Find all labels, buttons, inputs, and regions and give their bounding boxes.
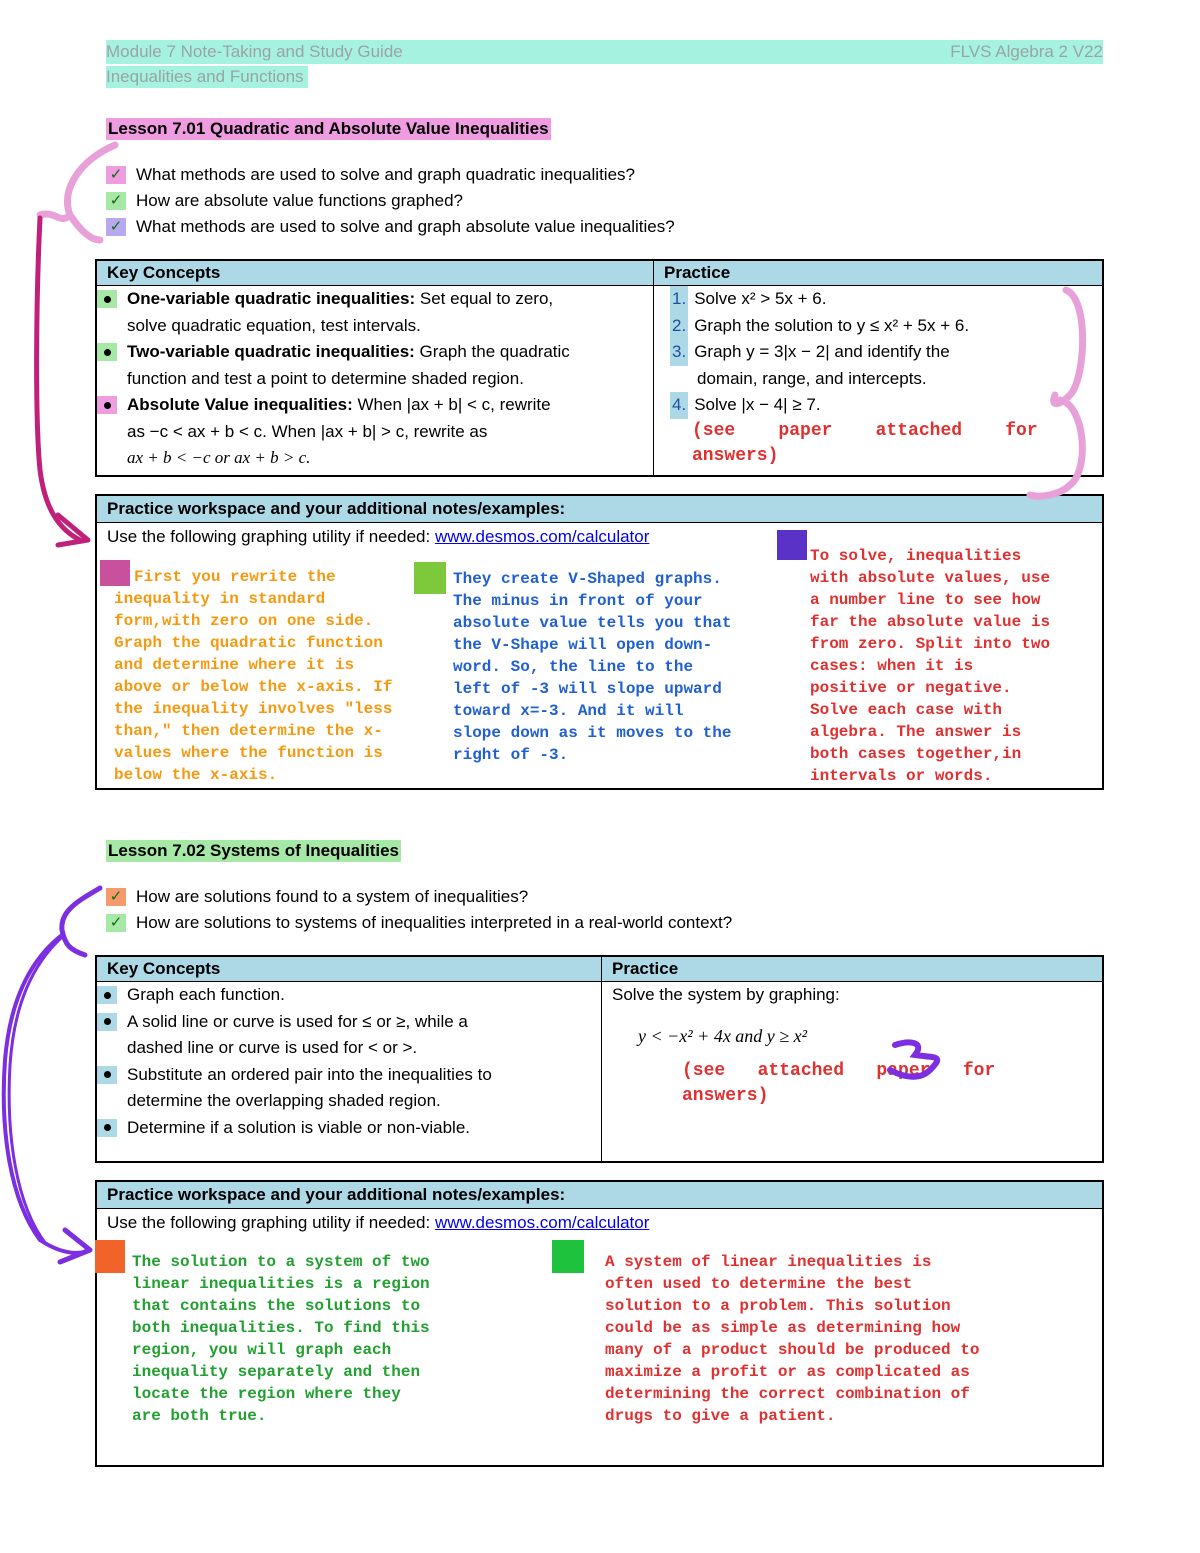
concept-item: Absolute Value inequalities: When |ax + b| < c, rewrite as −c < ax + b < c. When |ax + b| > c, rewrite as ax + b < −c or ax + b > c. (97, 392, 653, 472)
concept-item: A solid line or curve is used for ≤ or ≥, while a dashed line or curve is used for < or >. (97, 1009, 601, 1062)
key-concepts-header: Key Concepts (96, 260, 654, 286)
key-concepts-header: Key Concepts (96, 956, 602, 982)
key-concepts-cell (96, 286, 654, 477)
purple-brace-stroke (62, 888, 100, 955)
concept-item: One-variable quadratic inequalities: Set equal to zero, solve quadratic equation, test intervals. (97, 286, 653, 339)
utility-line: Use the following graphing utility if needed: www.desmos.com/calculator (107, 527, 650, 546)
bullet-icon (97, 1013, 117, 1031)
lesson2-note-2: A system of linear inequalities is often used to determine the best solution to a problem. This solution could be as simple as determining how many of a product should be produced to maximize a profit or as complicated as determining the correct combination of drugs to give a patient. (605, 1253, 980, 1425)
check-icon: ✓ (106, 914, 126, 932)
practice-item: 4. Solve |x − 4| ≥ 7. (670, 392, 1102, 419)
lesson2-note-1: The solution to a system of two linear inequalities is a region that contains the solutions to both inequalities. To find this region, you will graph each inequality separately and then locate the region where they are both true. (132, 1253, 430, 1425)
arrow-head-icon (60, 1230, 90, 1262)
lesson2-question-2: ✓ How are solutions to systems of inequalities interpreted in a real-world context? (106, 910, 732, 936)
bullet-icon (97, 290, 117, 308)
lesson1-question-2: ✓ How are absolute value functions graphed? (106, 188, 463, 214)
desmos-link[interactable]: www.desmos.com/calculator (434, 1213, 650, 1232)
answer-note: (see paper attached for answers) (692, 420, 1038, 466)
practice-item: 1. Solve x² > 5x + 6. (670, 286, 1102, 313)
header-right: FLVS Algebra 2 V22 (950, 42, 1103, 61)
lesson1-note-3: To solve, inequalities with absolute values, use a number line to see how far the absolute value is from zero. Split into two cases: when it is positive or negative. Solve each case with algebra. The answer is both cases together,in intervals or words. (810, 547, 1051, 785)
concept-item: Graph each function. (97, 982, 601, 1009)
purple-arrow-stroke (4, 935, 85, 1253)
practice-cell (654, 286, 1104, 477)
desmos-link[interactable]: www.desmos.com/calculator (434, 527, 650, 546)
lesson2-question-1: ✓ How are solutions found to a system of inequalities? (106, 884, 528, 910)
lesson1-concepts-table (95, 259, 1104, 477)
bullet-icon (97, 986, 117, 1004)
color-marker (552, 1240, 584, 1273)
lesson1-question-1: ✓ What methods are used to solve and graph quadratic inequalities? (106, 162, 635, 188)
practice-intro: Solve the system by graphing: (612, 985, 840, 1004)
color-marker (777, 530, 807, 560)
practice-header: Practice (602, 956, 1104, 982)
concept-item: Two-variable quadratic inequalities: Graph the quadratic function and test a point to determine shaded region. (97, 339, 653, 392)
concept-item: Substitute an ordered pair into the inequalities to determine the overlapping shaded region. (97, 1062, 601, 1115)
purple-arrow-stroke (9, 937, 62, 1244)
check-icon: ✓ (106, 888, 126, 906)
header-left: Module 7 Note-Taking and Study Guide (106, 42, 403, 61)
lesson2-concepts-table (95, 955, 1104, 1163)
bullet-icon (97, 396, 117, 414)
practice-item: 3. Graph y = 3|x − 2| and identify the domain, range, and intercepts. (670, 339, 1102, 392)
system-equation: y < −x² + 4x and y ≥ x² (638, 1025, 808, 1046)
lesson1-note-1: First you rewrite the inequality in standard form,with zero on one side. Graph the quadratic function and determine where it is above or below the x-axis. If the inequality involves "less than," then determine the x- values where the function is below the x-axis. (114, 568, 393, 784)
utility-line: Use the following graphing utility if needed: www.desmos.com/calculator (107, 1213, 650, 1232)
lesson2-title: Lesson 7.02 Systems of Inequalities (108, 841, 400, 860)
concept-item: Determine if a solution is viable or non-viable. (97, 1115, 601, 1142)
check-icon: ✓ (106, 192, 126, 210)
practice-item: 2. Graph the solution to y ≤ x² + 5x + 6. (670, 313, 1102, 340)
bullet-icon (97, 1119, 117, 1137)
check-icon: ✓ (106, 166, 126, 184)
lesson1-title: Lesson 7.01 Quadratic and Absolute Value Inequalities (108, 119, 549, 138)
bullet-icon (97, 1066, 117, 1084)
answer-note: (see attached paper for answers) (682, 1061, 996, 1106)
check-icon: ✓ (106, 218, 126, 236)
header-subtitle: Inequalities and Functions (106, 66, 308, 88)
practice-cell (602, 982, 1104, 1163)
practice-header: Practice (654, 260, 1104, 286)
lesson1-question-3: ✓ What methods are used to solve and graph absolute value inequalities? (106, 214, 675, 240)
workspace-header: Practice workspace and your additional notes/examples: (97, 1182, 1102, 1209)
lesson1-note-2: They create V-Shaped graphs. The minus in front of your absolute value tells you that the V-Shape will open down- word. So, the line to the left of -3 will slope upward toward x=-3. And it will slope down as it moves to the right of -3. (453, 570, 732, 764)
workspace-header: Practice workspace and your additional notes/examples: (97, 496, 1102, 523)
color-marker (95, 1240, 125, 1273)
bullet-icon (97, 343, 117, 361)
pink-brace-stroke (40, 145, 115, 240)
magenta-arrow-stroke (37, 218, 80, 540)
key-concepts-cell (96, 982, 602, 1163)
arrow-head-icon (58, 515, 88, 545)
page-header (106, 40, 1103, 64)
color-marker (414, 562, 446, 594)
